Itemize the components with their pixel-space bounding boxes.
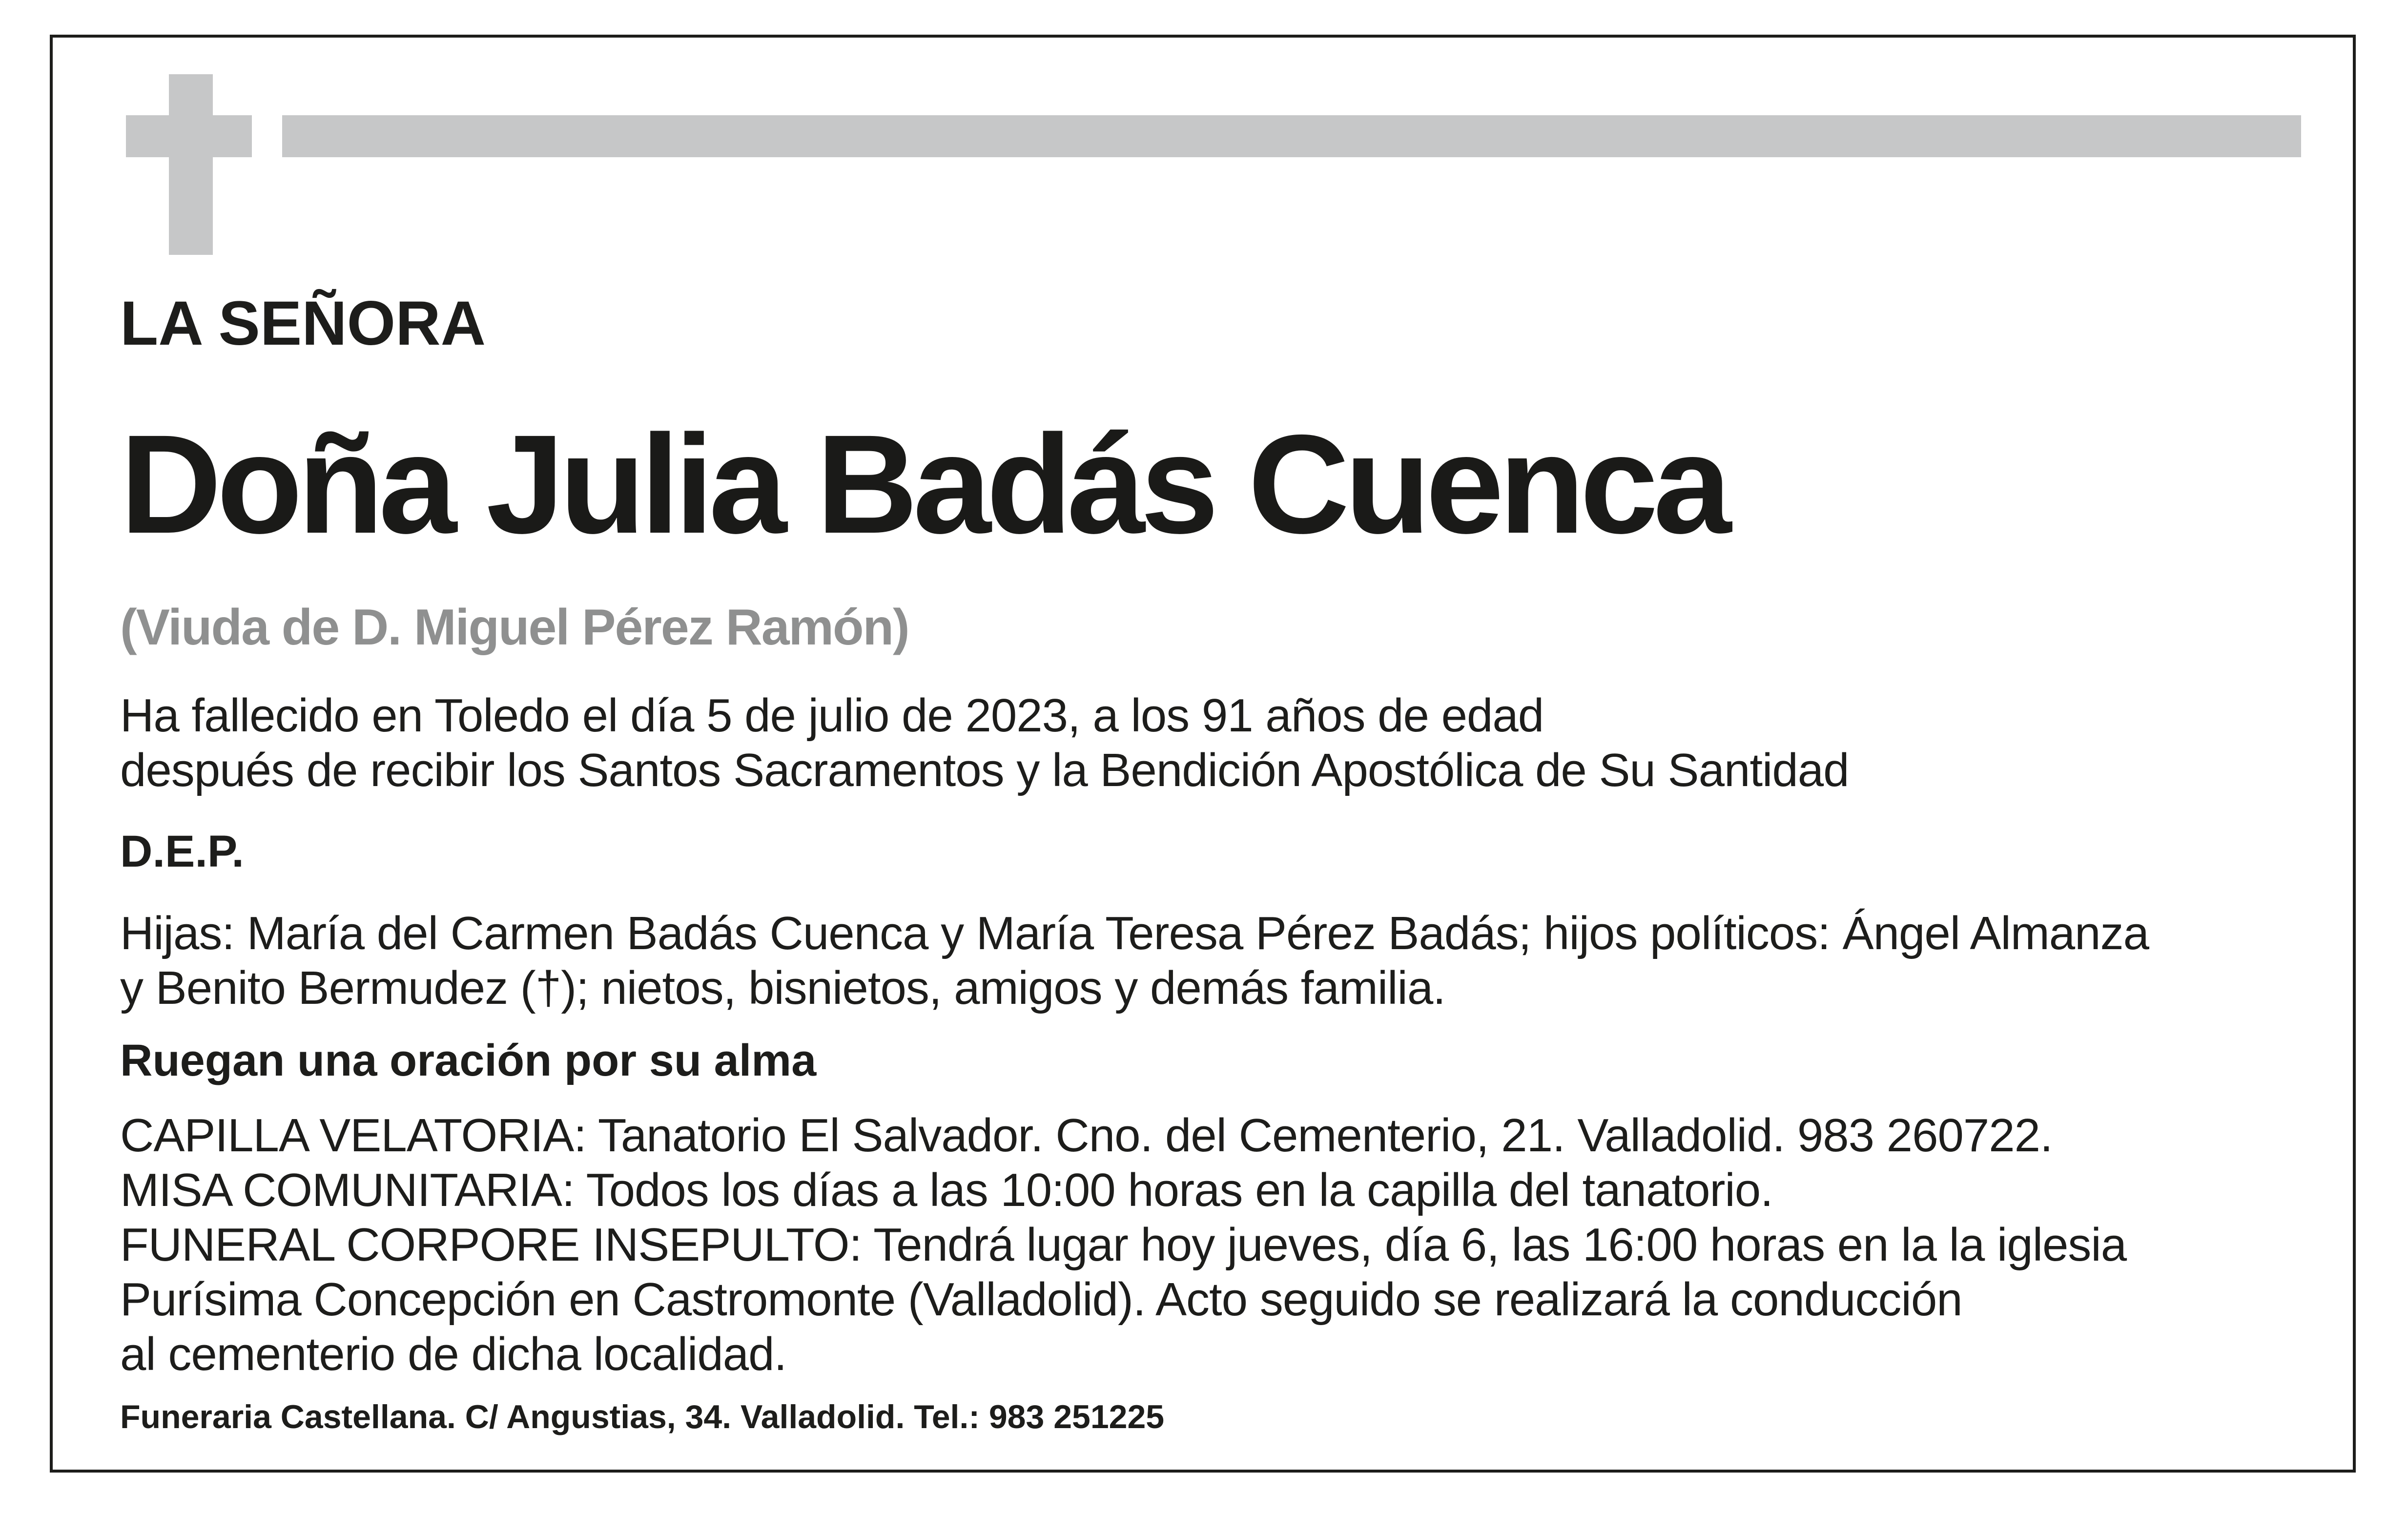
rip-label: D.E.P. <box>120 827 244 876</box>
funeral-home-contact: Funeraria Castellana. C/ Angustias, 34. Valladolid. Tel.: 983 251225 <box>120 1398 1165 1435</box>
service-line: Purísima Concepción en Castromonte (Valladolid). Acto seguido se realizará la conducción <box>120 1273 1962 1326</box>
cross-icon <box>169 74 213 255</box>
service-line: al cementerio de dicha localidad. <box>120 1328 787 1380</box>
family-line: Hijas: María del Carmen Badás Cuenca y María Teresa Pérez Badás; hijos políticos: Ángel Almanza <box>120 907 2149 959</box>
header-rule <box>282 115 2301 157</box>
prayer-request: Ruegan una oración por su alma <box>120 1036 817 1085</box>
widow-note: (Viuda de D. Miguel Pérez Ramón) <box>120 599 909 656</box>
death-line: después de recibir los Santos Sacramentos y la Bendición Apostólica de Su Santidad <box>120 744 1849 796</box>
death-line: Ha fallecido en Toledo el día 5 de julio de 2023, a los 91 años de edad <box>120 689 1544 742</box>
deceased-name: Doña Julia Badás Cuenca <box>120 406 1727 563</box>
service-line: CAPILLA VELATORIA: Tanatorio El Salvador. Cno. del Cementerio, 21. Valladolid. 983 260722. <box>120 1109 2053 1162</box>
family-line: y Benito Bermudez (†); nietos, bisnietos, amigos y demás familia. <box>120 962 1445 1014</box>
salutation: LA SEÑORA <box>120 289 486 358</box>
cross-icon-arm <box>126 115 252 157</box>
service-line: MISA COMUNITARIA: Todos los días a las 10:00 horas en la capilla del tanatorio. <box>120 1164 1773 1216</box>
service-line: FUNERAL CORPORE INSEPULTO: Tendrá lugar hoy jueves, día 6, las 16:00 horas en la la iglesia <box>120 1219 2127 1271</box>
